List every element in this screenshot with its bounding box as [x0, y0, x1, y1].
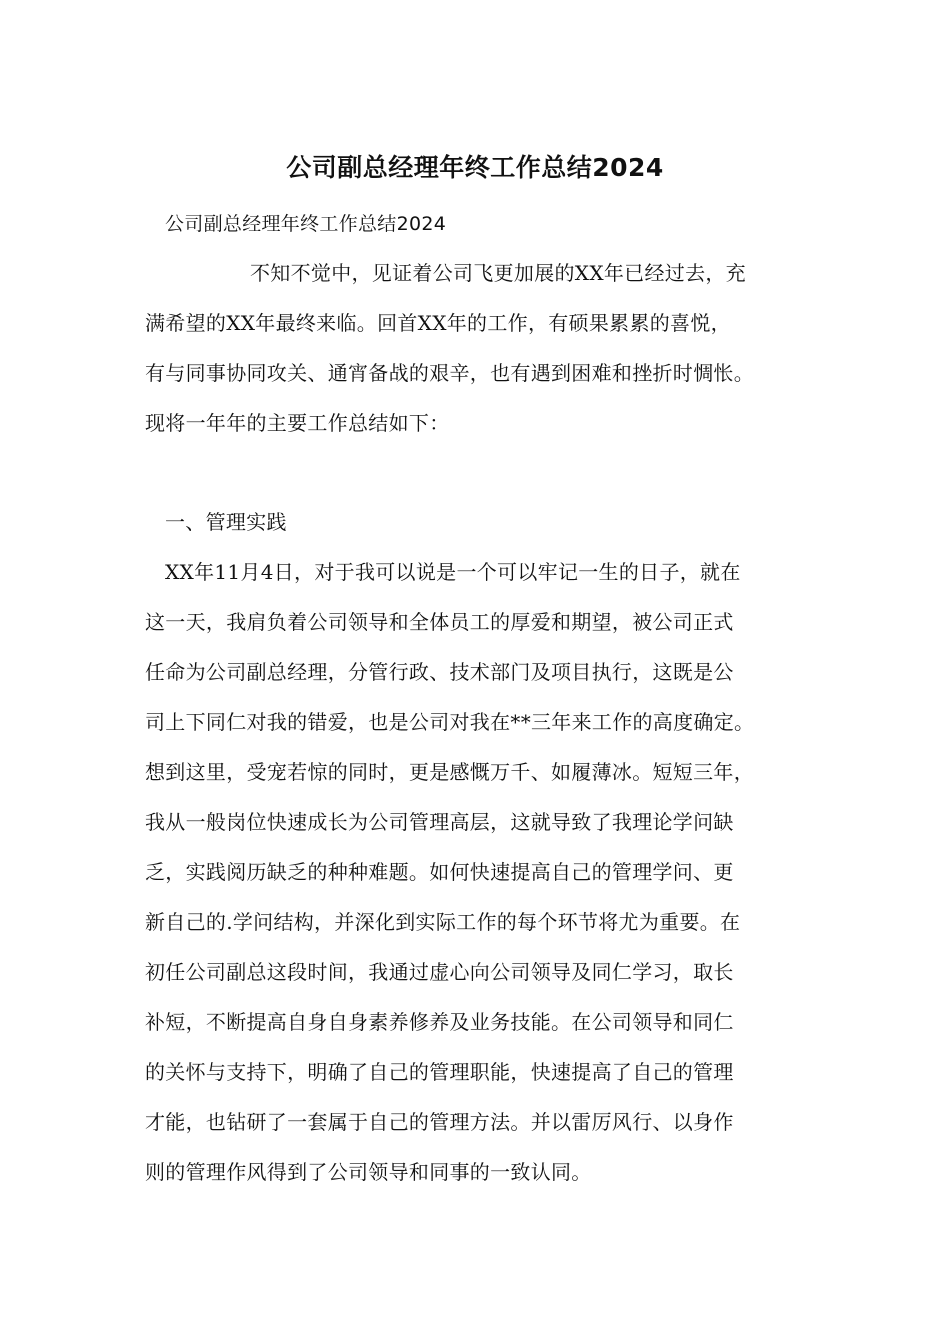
intro-line: 现将一年年的主要工作总结如下：: [145, 411, 450, 435]
section-heading: 一、管理实践: [165, 510, 287, 534]
body-line: XX年11月4日，对于我可以说是一个可以牢记一生的日子，就在: [165, 560, 741, 584]
body-line: 初任公司副总这段时间，我通过虚心向公司领导及同仁学习，取长: [145, 960, 734, 984]
body-line: 新自己的.学问结构，并深化到实际工作的每个环节将尤为重要。在: [145, 910, 741, 934]
body-line: 想到这里，受宠若惊的同时，更是感慨万千、如履薄冰。短短三年，: [145, 760, 754, 784]
body-line: 才能，也钻研了一套属于自己的管理方法。并以雷厉风行、以身作: [145, 1110, 734, 1134]
body-line: 任命为公司副总经理，分管行政、技术部门及项目执行，这既是公: [145, 660, 734, 684]
body-line: 的关怀与支持下，明确了自己的管理职能，快速提高了自己的管理: [145, 1060, 734, 1084]
intro-line: 不知不觉中，见证着公司飞更加展的XX年已经过去，充: [250, 261, 746, 285]
intro-line: 满希望的XX年最终来临。回首XX年的工作，有硕果累累的喜悦，: [145, 311, 731, 335]
document-subtitle: 公司副总经理年终工作总结2024: [165, 213, 447, 235]
body-line: 我从一般岗位快速成长为公司管理高层，这就导致了我理论学问缺: [145, 810, 734, 834]
body-line: 司上下同仁对我的错爱，也是公司对我在**三年来工作的高度确定。: [145, 710, 755, 734]
document-title: 公司副总经理年终工作总结2024: [286, 153, 664, 182]
intro-line: 有与同事协同攻关、通宵备战的艰辛，也有遇到困难和挫折时惆怅。: [145, 361, 754, 385]
body-line: 补短，不断提高自身自身素养修养及业务技能。在公司领导和同仁: [145, 1010, 734, 1034]
body-line: 乏，实践阅历缺乏的种种难题。如何快速提高自己的管理学问、更: [145, 860, 734, 884]
body-line: 这一天，我肩负着公司领导和全体员工的厚爱和期望，被公司正式: [145, 610, 734, 634]
body-line: 则的管理作风得到了公司领导和同事的一致认同。: [145, 1160, 592, 1184]
